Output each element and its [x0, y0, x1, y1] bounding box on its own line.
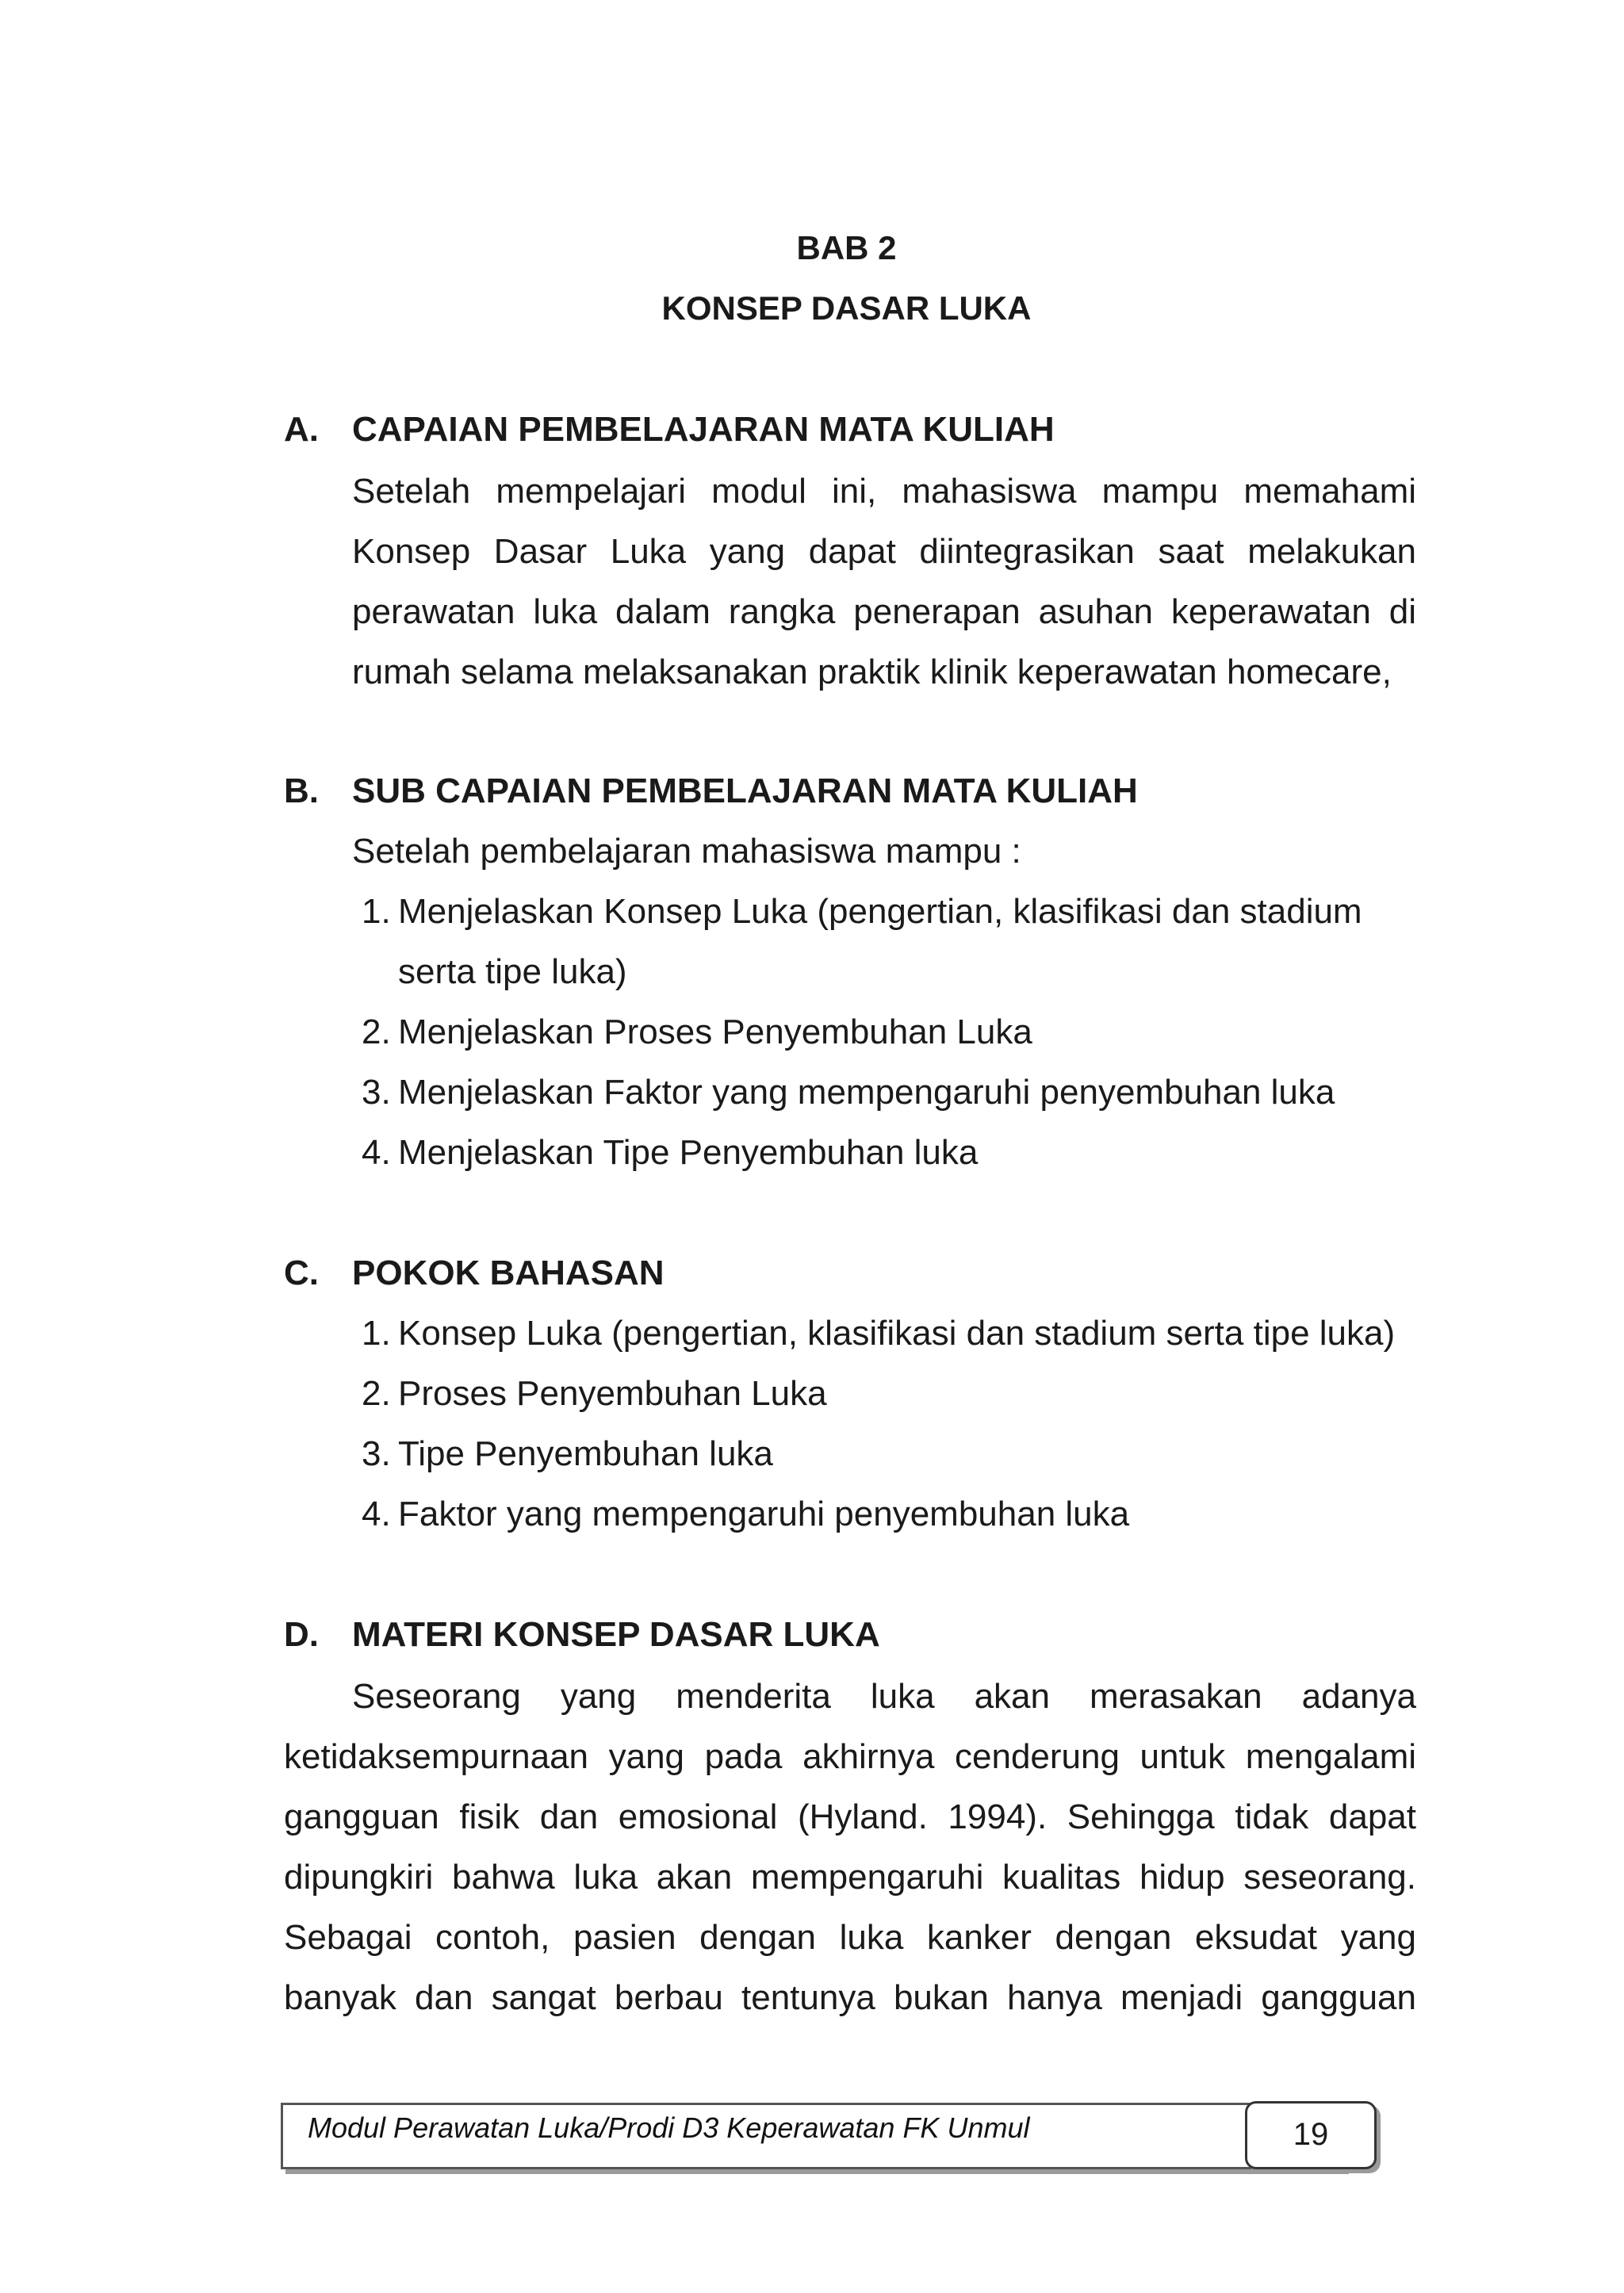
section-d-paragraph	[284, 1667, 1416, 2028]
paragraph-line: Konsep Dasar Luka yang dapat diintegrasikan saat melakukan	[352, 532, 1416, 571]
section-b-intro: Setelah pembelajaran mahasiswa mampu :	[352, 832, 1021, 871]
list-number: 1.	[362, 892, 391, 931]
list-item	[362, 1132, 978, 1173]
list-item	[362, 1434, 773, 1475]
paragraph-line: rumah selama melaksanakan praktik klinik keperawatan homecare,	[352, 653, 1392, 691]
paragraph-line: gangguan fisik dan emosional (Hyland. 1994). Sehingga tidak dapat	[284, 1797, 1416, 1836]
list-number: 2.	[362, 1374, 391, 1413]
section-c-title: POKOK BAHASAN	[352, 1254, 665, 1292]
list-text: Proses Penyembuhan Luka	[398, 1374, 827, 1413]
footer-module-title: Modul Perawatan Luka/Prodi D3 Keperawatan FK Unmul	[308, 2111, 1030, 2144]
list-item	[362, 1373, 827, 1414]
list-number: 4.	[362, 1495, 391, 1533]
section-c-heading	[284, 1253, 665, 1294]
section-a-heading	[284, 409, 1055, 450]
list-text: Menjelaskan Konsep Luka (pengertian, klasifikasi dan stadium	[398, 892, 1362, 931]
list-text: Konsep Luka (pengertian, klasifikasi dan stadium serta tipe luka)	[398, 1314, 1396, 1353]
section-a-letter: A.	[284, 410, 319, 449]
list-number: 3.	[362, 1434, 391, 1473]
section-b-heading	[284, 771, 1138, 812]
list-text: Tipe Penyembuhan luka	[398, 1434, 773, 1473]
paragraph-line: Sebagai contoh, pasien dengan luka kanker dengan eksudat yang	[284, 1918, 1416, 1957]
section-a-title: CAPAIAN PEMBELAJARAN MATA KULIAH	[352, 410, 1055, 449]
list-item	[362, 1494, 1129, 1535]
paragraph-line: Setelah mempelajari modul ini, mahasiswa mampu memahami	[352, 472, 1416, 511]
section-a-paragraph	[352, 461, 1416, 702]
list-item	[362, 1313, 1395, 1354]
list-text: Faktor yang mempengaruhi penyembuhan luka	[398, 1495, 1130, 1533]
list-number: 2.	[362, 1013, 391, 1051]
list-item	[362, 891, 1362, 932]
paragraph-line: dipungkiri bahwa luka akan mempengaruhi kualitas hidup seseorang.	[284, 1858, 1416, 1897]
list-number: 4.	[362, 1133, 391, 1172]
list-text: Menjelaskan Proses Penyembuhan Luka	[398, 1013, 1032, 1051]
section-b-letter: B.	[284, 771, 319, 810]
section-d-heading	[284, 1614, 880, 1656]
paragraph-line: banyak dan sangat berbau tentunya bukan hanya menjadi gangguan	[284, 1978, 1416, 2017]
list-text: Menjelaskan Faktor yang mempengaruhi penyembuhan luka	[398, 1073, 1335, 1112]
section-d-title: MATERI KONSEP DASAR LUKA	[352, 1615, 880, 1654]
page-number: 19	[1293, 2117, 1329, 2152]
paragraph-line: perawatan luka dalam rangka penerapan asuhan keperawatan di	[352, 592, 1416, 631]
list-item	[362, 1012, 1032, 1053]
chapter-number: BAB 2	[796, 229, 897, 266]
list-number: 1.	[362, 1314, 391, 1353]
list-number: 3.	[362, 1073, 391, 1112]
list-item-continuation: serta tipe luka)	[398, 952, 627, 991]
list-item	[362, 1072, 1335, 1113]
section-c-letter: C.	[284, 1254, 319, 1292]
list-text: Menjelaskan Tipe Penyembuhan luka	[398, 1133, 979, 1172]
chapter-title: KONSEP DASAR LUKA	[661, 289, 1032, 327]
section-d-letter: D.	[284, 1615, 319, 1654]
paragraph-line: ketidaksempurnaan yang pada akhirnya cenderung untuk mengalami	[284, 1737, 1416, 1776]
section-b-title: SUB CAPAIAN PEMBELAJARAN MATA KULIAH	[352, 771, 1138, 810]
paragraph-line: Seseorang yang menderita luka akan merasakan adanya	[352, 1677, 1416, 1716]
